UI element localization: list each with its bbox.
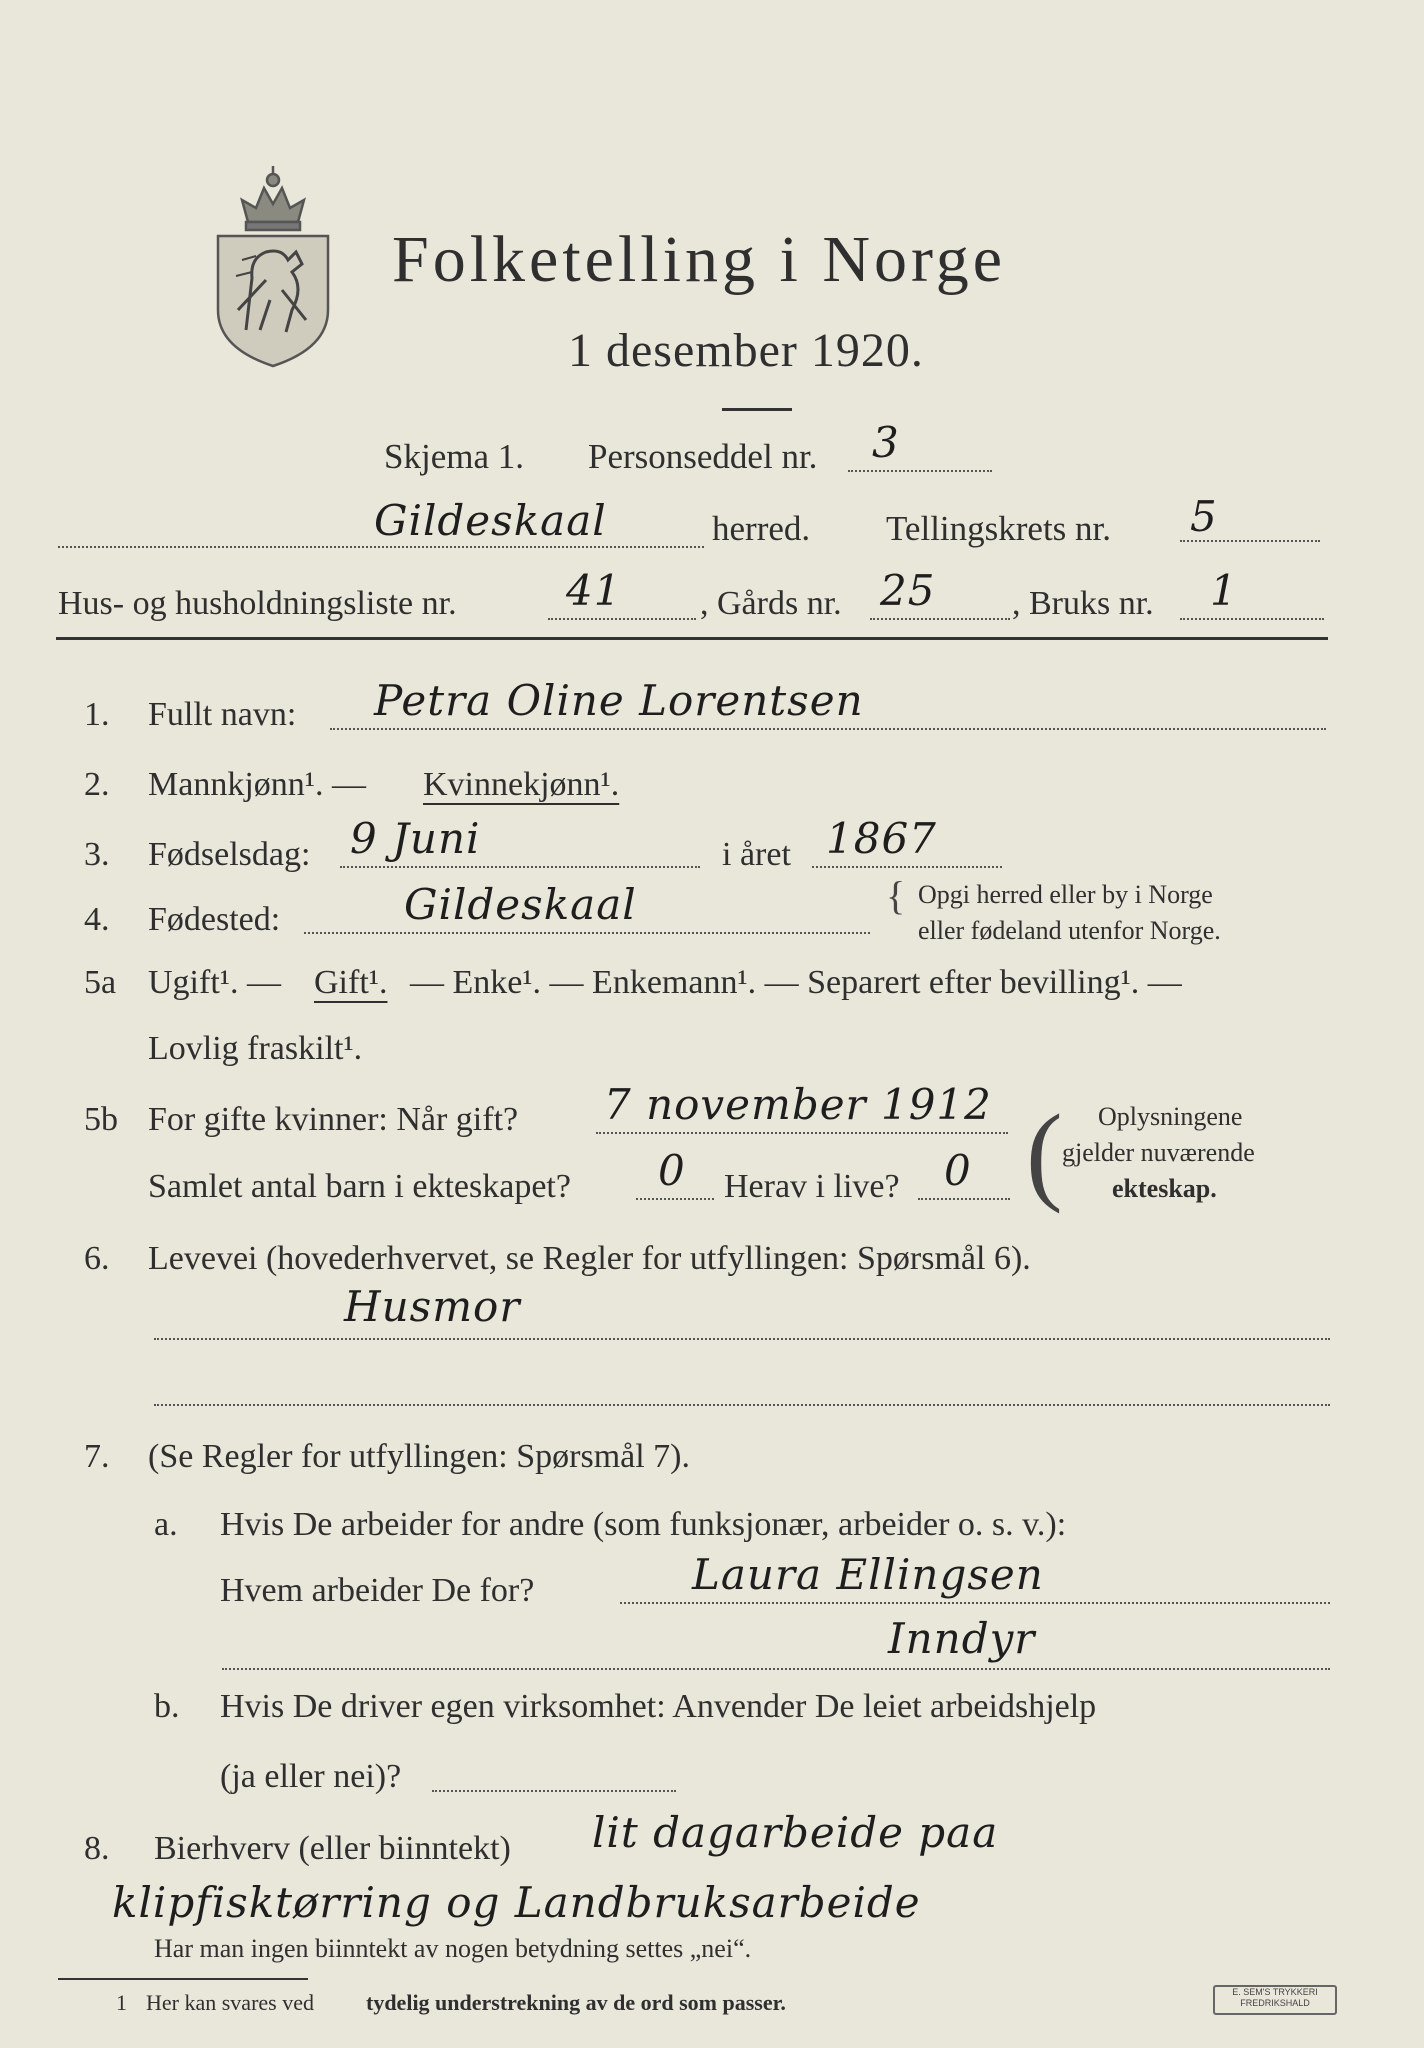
q7-number: 7. [84,1438,110,1475]
q8-side-income-2[interactable]: klipfisktørring og Landbruksarbeide [112,1878,921,1927]
q3-label: Fødselsdag: [148,836,311,873]
personseddel-label: Personseddel nr. [588,437,818,476]
hus-value[interactable]: 41 [566,566,622,615]
footnote-text: Her kan svares ved [146,1990,314,2015]
census-form-page: Folketelling i Norge 1 desember 1920. Skjema 1. Personseddel nr. 3 Gildeskaal herred. Tellingskrets nr. 5 Hus- og husholdningsliste nr. 41 , Gårds nr. 25 , Bruks nr. 1 1. Fullt navn: Petra Oline Lorentsen 2. Mannkjønn¹. — Kvinnekjønn¹. 3. Fødselsdag: 9 Juni i året 1867 4. Fødested: Gildeskaal { Opgi herred eller by i Norge eller fødeland utenfor Norge. 5a Ugift¹. — Gift¹. — Enke¹. — Enkemann¹. — Separert efter bevilling¹. — Lovlig fraskilt¹. 5b For gifte kvinner: Når gift? 7 november 1912 Samlet antal barn i ekteskapet? 0 Herav i live? 0 ( Oplysningene gjelder nuværende ekteskap. 6. Levevei (hovederhvervet, se Regler for utfyllingen: Spørsmål 6). Husmor 7. (Se Regler for utfyllingen: Spørsmål 7). a. Hvis De arbeider for andre (som funksjonær, arbeider o. s. v.): Hvem arbeider De for? Laura Ellingsen Inndyr b. Hvis De driver egen virksomhet: Anvender De leiet arbeidshjelp (ja eller nei)? 8. Bierhverv (eller biinntekt) lit dagarbeide paa klipfisktørring og Landbruksarbeide Har man ingen biinntekt av nogen betydning settes „nei“. 1 Her kan svares ved tydelig understrekning av de ord som passer. E. SEM'S TRYKKERI FREDRIKSHALD [0,0,1424,2048]
q6-occupation[interactable]: Husmor [344,1282,521,1331]
q8-label: Bierhverv (eller biinntekt) [154,1830,511,1867]
q1-full-name[interactable]: Petra Oline Lorentsen [374,676,864,725]
herred-label: herred. [712,509,811,548]
q6-number: 6. [84,1240,110,1277]
gards-label: , Gårds nr. [700,585,842,622]
q5b-marriage-date[interactable]: 7 november 1912 [604,1080,992,1129]
q4-number: 4. [84,901,110,938]
q4-label: Fødested: [148,901,281,938]
q7-label: (Se Regler for utfyllingen: Spørsmål 7). [148,1438,691,1475]
q5b-note-line1: Oplysningene [1098,1102,1243,1131]
q7a-employer[interactable]: Laura Ellingsen [692,1550,1044,1599]
q5a-gift[interactable]: Gift¹. [314,964,388,1001]
q3-birthday[interactable]: 9 Juni [350,814,481,863]
footnote-bold-text: tydelig understrekning av de ord som passer. [366,1990,786,2015]
q7b-letter: b. [154,1688,180,1725]
q5b-number: 5b [84,1101,118,1138]
gards-value[interactable]: 25 [880,566,936,615]
q8-side-income[interactable]: lit dagarbeide paa [592,1808,999,1857]
bruks-value[interactable]: 1 [1210,566,1238,615]
q5b-children-value[interactable]: 0 [658,1146,686,1195]
q5b-children-label: Samlet antal barn i ekteskapet? [148,1168,571,1205]
q5a-other-options[interactable]: — Enke¹. — Enkemann¹. — Separert efter bevilling¹. — [410,964,1182,1001]
q8-note: Har man ingen biinntekt av nogen betydning settes „nei“. [154,1934,752,1963]
q7a-who-label: Hvem arbeider De for? [220,1572,535,1609]
q4-note-line1: Opgi herred eller by i Norge [918,880,1213,909]
q5a-number: 5a [84,964,117,1001]
printer-stamp: E. SEM'S TRYKKERI FREDRIKSHALD [1213,1985,1337,2015]
q5b-note-line2: gjelder nuværende [1062,1138,1255,1167]
q4-birthplace[interactable]: Gildeskaal [404,880,637,929]
q3-year-label: i året [722,836,791,873]
q3-number: 3. [84,836,110,873]
q1-label: Fullt navn: [148,696,297,733]
personseddel-value[interactable]: 3 [872,418,900,467]
hus-label: Hus- og husholdningsliste nr. [58,585,457,622]
q5a-ugift[interactable]: Ugift¹. — [148,964,281,1001]
q6-label: Levevei (hovederhvervet, se Regler for utfyllingen: Spørsmål 6). [148,1240,1031,1277]
footnote-rule [58,1978,308,1980]
q2-kvinnekjonn[interactable]: Kvinnekjønn¹. [423,766,620,803]
q3-birth-year[interactable]: 1867 [826,814,937,863]
q4-note-line2: eller fødeland utenfor Norge. [918,916,1221,945]
section-rule [56,637,1328,640]
q2-number: 2. [84,766,110,803]
norway-coat-of-arms-icon [212,160,334,370]
form-title: Folketelling i Norge [392,223,1007,296]
q7b-label: Hvis De driver egen virksomhet: Anvender De leiet arbeidshjelp [220,1688,1097,1725]
title-divider [722,408,792,411]
skjema-label: Skjema 1. [384,437,524,476]
census-date: 1 desember 1920. [568,324,924,377]
q7a-employer-place[interactable]: Inndyr [888,1614,1036,1663]
q7b-line2: (ja eller nei)? [220,1758,402,1795]
q8-number: 8. [84,1830,110,1867]
q5b-alive-value[interactable]: 0 [944,1146,972,1195]
q5b-label: For gifte kvinner: Når gift? [148,1101,519,1138]
q5a-fraskilt[interactable]: Lovlig fraskilt¹. [148,1030,363,1067]
q2-mannkjonn[interactable]: Mannkjønn¹. — [148,766,366,803]
q1-number: 1. [84,696,110,733]
q5b-note-line3: ekteskap. [1112,1174,1217,1203]
q5b-alive-label: Herav i live? [724,1168,900,1205]
q7a-letter: a. [154,1506,178,1543]
herred-value[interactable]: Gildeskaal [374,496,607,545]
q7a-label: Hvis De arbeider for andre (som funksjonær, arbeider o. s. v.): [220,1506,1067,1543]
tellingskrets-label: Tellingskrets nr. [886,509,1112,548]
tellingskrets-value[interactable]: 5 [1190,492,1218,541]
footnote-number: 1 [116,1990,127,2015]
bruks-label: , Bruks nr. [1012,585,1154,622]
